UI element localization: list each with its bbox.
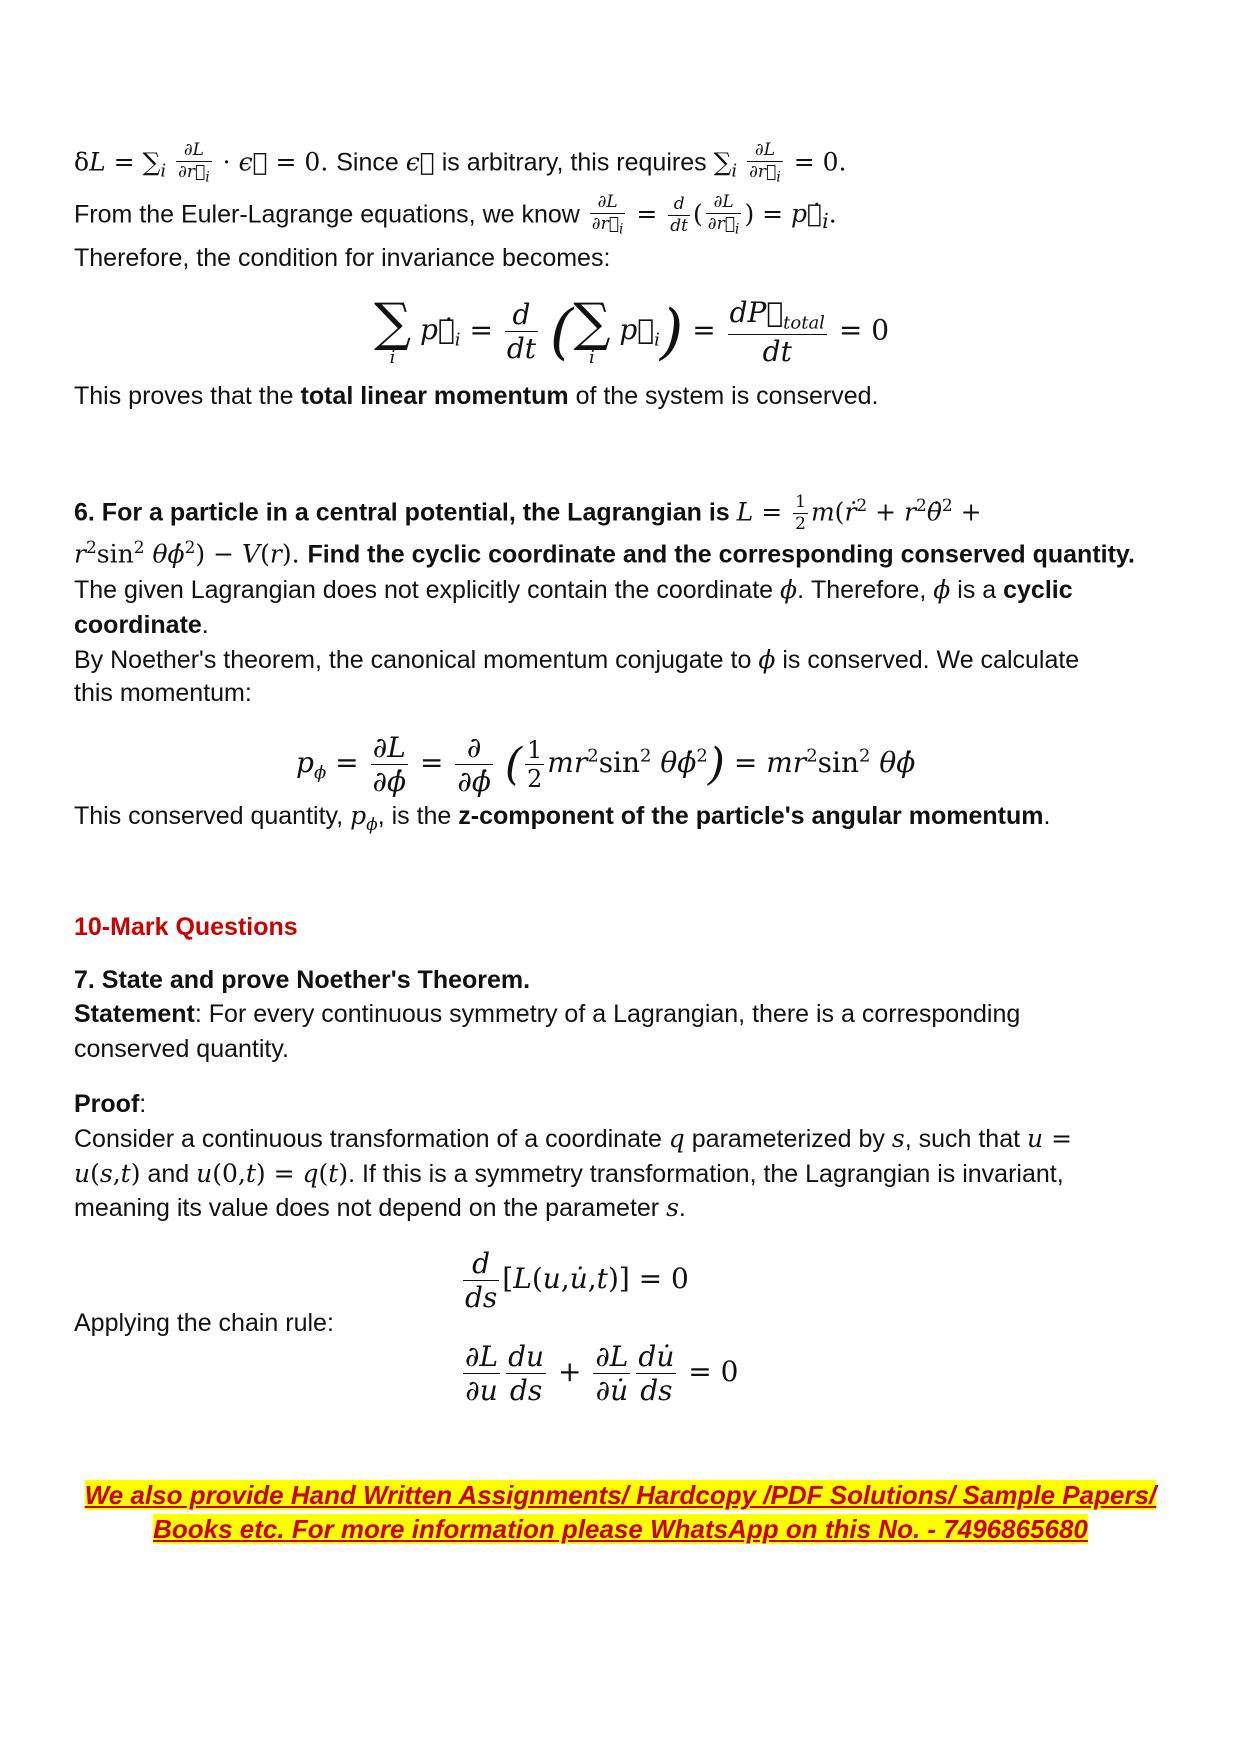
q7-proof-label: Proof: xyxy=(74,1090,147,1118)
intro-line-2: From the Euler-Lagrange equations, we know $\frac{\partial L}{\partial r⃗_i}$ = $\frac{d}{dt}$ ( $\frac{\partial L}{\partial r⃗_i}$ ) = $p⃗̇_i$. xyxy=(74,192,837,238)
intro-since: Since xyxy=(336,148,399,177)
q7-title: 7. State and prove Noether's Theorem. xyxy=(74,966,531,994)
q6-para-1b: coordinate. xyxy=(74,611,209,639)
cyclic-label: cyclic xyxy=(1003,576,1073,604)
intro-line-3: Therefore, the condition for invariance becomes: xyxy=(74,244,611,272)
chain-rule-text: Applying the chain rule: xyxy=(74,1309,334,1337)
q6-para-2: By Noether's theorem, the canonical momentum conjugate to ϕ is conserved. We calculate xyxy=(74,645,1080,674)
q6-para-3: This conserved quantity, $p_\phi$, is the z-component of the particle's angular momentum. xyxy=(74,801,1051,835)
q7-statement-b: conserved quantity. xyxy=(74,1035,289,1063)
q7-proof-line-2: u(s,t) and u(0,t) = q(t). If this is a symmetry transformation, the Lagrangian is invariant, xyxy=(74,1159,1064,1188)
q6-title: 6. For a particle in a central potential, the Lagrangian is xyxy=(74,498,730,527)
intro-arbitrary: is arbitrary, this requires xyxy=(441,148,707,177)
q6-title-line-1: 6. For a particle in a central potential, the Lagrangian is L = $\frac{1}{2}$ m(ṙ$^2$ + $r^2\thetȧ^2$ + xyxy=(74,492,982,535)
statement-label: Statement xyxy=(74,1000,195,1028)
momentum-equation: ∑ i $p⃗̇_i$ = $\frac{d}{dt}$ (∑ i $p⃗_i$) = $\frac{dP⃗_{total}}{dt}$ = 0 xyxy=(374,292,890,368)
q6-title-line-2: $r^2\sin^2$ θϕ̇$^2$) − V(r). Find the cyclic coordinate and the corresponding conserved quantity. xyxy=(74,538,1135,569)
p-phi-equation: $p_\phi$ = $\frac{\partial L}{\partial\phi̇}$ = $\frac{\partial}{\partial\phi̇}$ ( $\frac{1}{2}$ $mr^2\sin^2$ θϕ̇$^2$) = $mr^2\sin^2$ θϕ̇ xyxy=(296,731,916,798)
q6-para-1: The given Lagrangian does not explicitly contain the coordinate ϕ. Therefore, ϕ is a cyclic xyxy=(74,575,1073,604)
section-heading: 10-Mark Questions xyxy=(74,913,298,941)
promo-banner-line-2: Books etc. For more information please WhatsApp on this No. - 7496865680 xyxy=(153,1514,1088,1544)
chain-rule-equation: $\frac{\partial L}{\partial u}$ $\frac{du}{ds}$ + $\frac{\partial L}{\partial u̇}$ $\frac{du̇}{ds}$ = 0 xyxy=(465,1340,739,1407)
q7-statement: Statement: For every continuous symmetry of a Lagrangian, there is a corresponding xyxy=(74,1000,1021,1028)
q6-para-2b: this momentum: xyxy=(74,679,252,707)
q7-proof-line-3: meaning its value does not depend on the parameter s. xyxy=(74,1193,686,1222)
intro-line-4: This proves that the total linear momentum of the system is conserved. xyxy=(74,382,879,410)
total-linear-momentum: total linear momentum xyxy=(300,382,569,410)
euler-lagrange-text: From the Euler-Lagrange equations, we know xyxy=(74,200,580,229)
promo-banner-line-1: We also provide Hand Written Assignments/ Hardcopy /PDF Solutions/ Sample Papers/ xyxy=(84,1480,1157,1510)
dl-ds-equation: $\frac{d}{ds}$ [L(u,u̇,t)] = 0 xyxy=(465,1247,689,1314)
q6-title-b: Find the cyclic coordinate and the corresponding conserved quantity. xyxy=(307,540,1135,569)
angular-momentum-bold: z-component of the particle's angular momentum xyxy=(458,802,1044,830)
intro-line-1: $\delta L = \sum_i$ $\frac{\partial L}{\partial r⃗_i}$ · ϵ⃗ = 0. Since ϵ⃗ is arbitrary, this requires $\sum_i$ $\frac{\partial L}{\partial r⃗_i}$ = 0. xyxy=(74,140,847,186)
q7-proof-line-1: Consider a continuous transformation of a coordinate q parameterized by s, such that u = xyxy=(74,1124,1073,1153)
